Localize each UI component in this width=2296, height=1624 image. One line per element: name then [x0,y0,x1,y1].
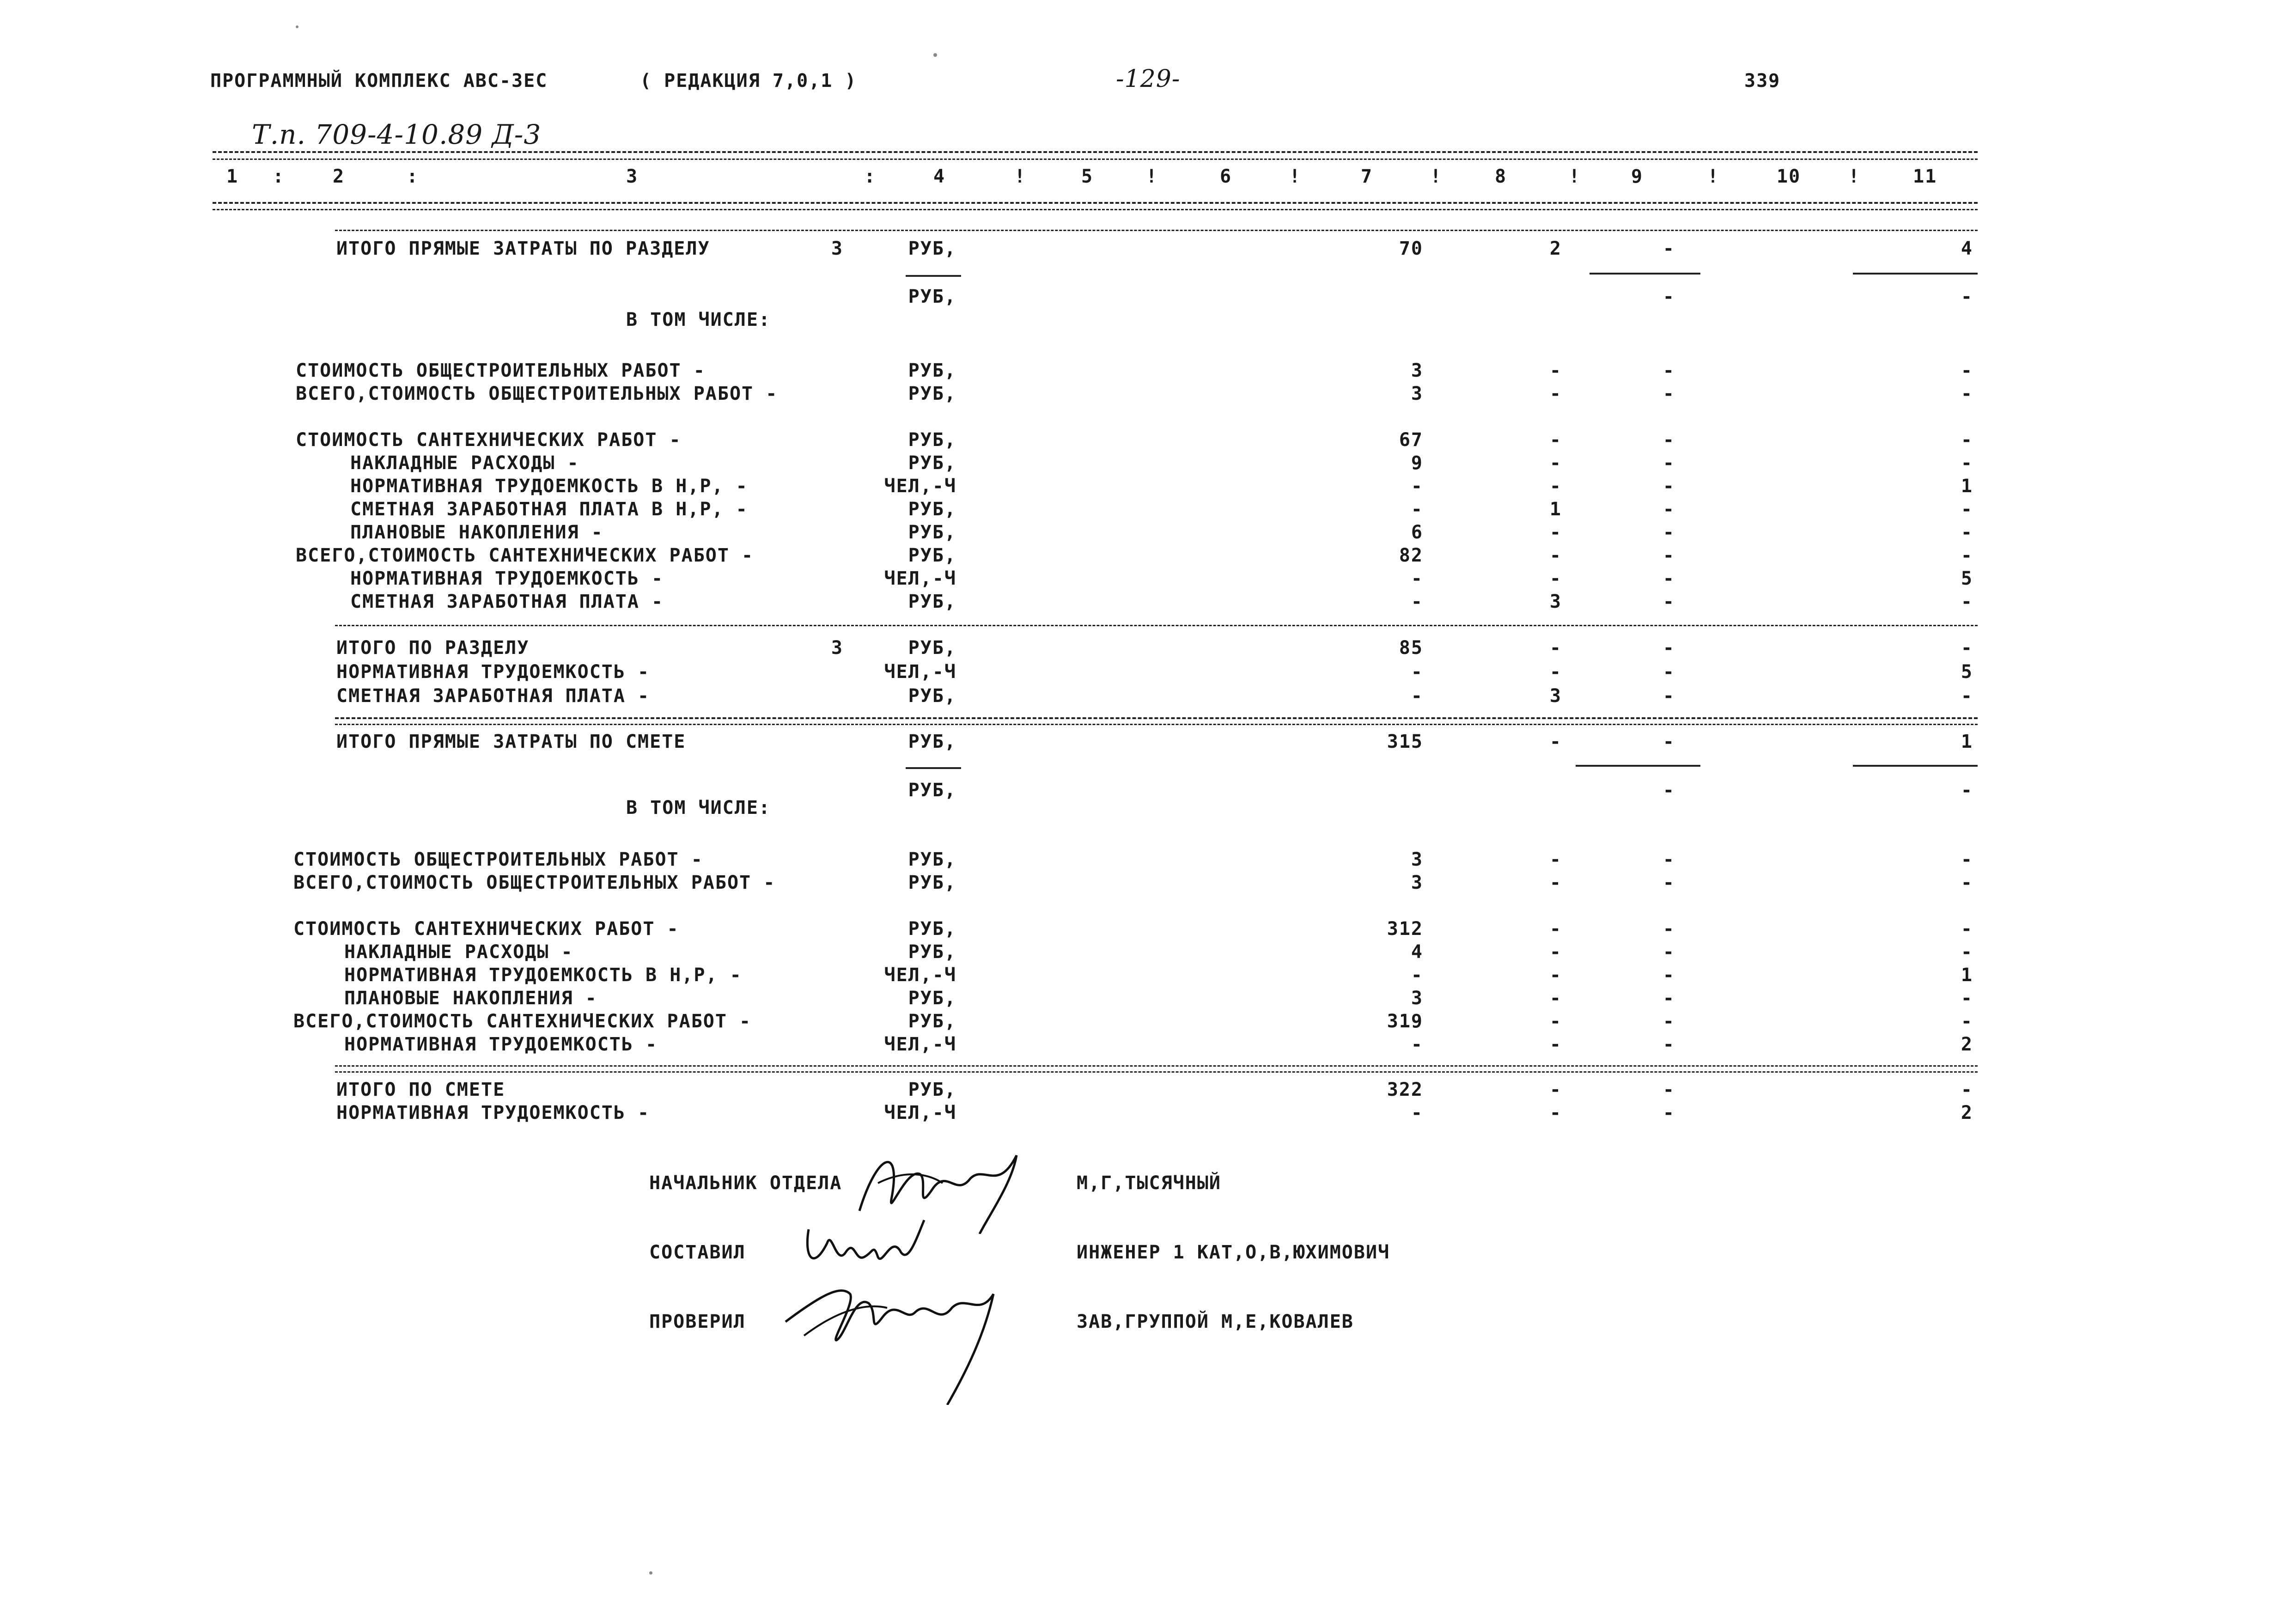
row-unit: РУБ, [908,1079,956,1100]
cell-col-7: 315 [1387,731,1423,752]
section-top-rule [335,230,1978,231]
row-label: СМЕТНАЯ ЗАРАБОТНАЯ ПЛАТА В Н,Р, - [350,499,748,520]
cell-col-11: - [1961,383,1973,404]
cell-col-7: - [1411,591,1423,612]
cell-col-8: - [1549,522,1562,543]
cell-col-9: - [1663,965,1675,986]
row-unit: РУБ, [908,685,956,707]
cell-col-11: - [1961,286,1973,307]
column-header-cell: 2 [333,166,345,187]
cell-col-9: - [1663,1034,1675,1055]
row-label: НОРМАТИВНАЯ ТРУДОЕМКОСТЬ - [344,1034,658,1055]
cell-col-9: - [1663,849,1675,870]
paper-speck [933,53,937,57]
signature-name: ИНЖЕНЕР 1 КАТ,О,В,ЮХИМОВИЧ [1077,1242,1390,1263]
cell-col-11: 2 [1961,1102,1973,1123]
cell-col-7: - [1411,1102,1423,1123]
cell-col-9: - [1663,360,1675,381]
row-unit: РУБ, [908,452,956,474]
column-header-cell: : [273,166,285,187]
row-label: НОРМАТИВНАЯ ТРУДОЕМКОСТЬ В Н,Р, - [350,476,748,497]
underline-unit [906,767,961,769]
row-label: ИТОГО ПО СМЕТЕ [336,1079,505,1100]
cell-col-8: - [1549,918,1562,940]
row-label: ИТОГО ПО РАЗДЕЛУ [336,637,530,659]
cell-col-11: - [1961,522,1973,543]
signature-name: ЗАВ,ГРУППОЙ М,Е,КОВАЛЕВ [1077,1311,1354,1332]
header-bottom-rule-2 [213,209,1978,210]
column-header-cell: 3 [626,166,639,187]
row-label: ВСЕГО,СТОИМОСТЬ ОБЩЕСТРОИТЕЛЬНЫХ РАБОТ - [296,383,778,404]
column-header-cell: ! [1707,166,1720,187]
column-header-cell: 9 [1631,166,1644,187]
cell-col-8: - [1549,731,1562,752]
cell-col-11: - [1961,591,1973,612]
cell-col-9: - [1663,731,1675,752]
cell-col-7: 312 [1387,918,1423,940]
column-header-cell: 8 [1495,166,1507,187]
cell-col-9: - [1663,872,1675,893]
row-unit: РУБ, [908,429,956,451]
cell-col-8: - [1549,1079,1562,1100]
row-label: СТОИМОСТЬ ОБЩЕСТРОИТЕЛЬНЫХ РАБОТ - [293,849,703,870]
cell-col-11: - [1961,872,1973,893]
row-unit: ЧЕЛ,-Ч [884,476,956,497]
cell-col-7: 3 [1411,383,1423,404]
column-header-cell: 10 [1777,166,1801,187]
cell-col-8: - [1549,360,1562,381]
section-totals-rule [335,625,1978,626]
cell-col-7: 70 [1399,238,1423,259]
row-label: НОРМАТИВНАЯ ТРУДОЕМКОСТЬ - [336,1102,650,1123]
cell-col-8: 3 [1549,685,1562,707]
column-header-cell: : [864,166,877,187]
row-label: НОРМАТИВНАЯ ТРУДОЕМКОСТЬ - [350,568,664,589]
row-unit: РУБ, [908,988,956,1009]
cell-col-11: 1 [1961,476,1973,497]
cell-col-9: - [1663,238,1675,259]
section-end-rule-2 [335,724,1978,725]
row-unit: РУБ, [908,849,956,870]
cell-col-9: - [1663,452,1675,474]
row-label: НОРМАТИВНАЯ ТРУДОЕМКОСТЬ - [336,661,650,683]
header-top-rule [213,151,1978,153]
cell-col-8: - [1549,872,1562,893]
underline-col-9 [1590,273,1700,275]
edition-label: ( РЕДАКЦИЯ 7,0,1 ) [640,70,857,92]
underline-col-9 [1576,765,1700,767]
paper-speck [296,25,298,28]
cell-col-9: - [1663,661,1675,683]
row-unit: РУБ, [908,1011,956,1032]
cell-col-7: - [1411,476,1423,497]
cell-col-11: 2 [1961,1034,1973,1055]
cell-col-9: - [1663,1011,1675,1032]
cell-col-7: - [1411,568,1423,589]
section-end-rule [335,717,1978,719]
row-label: ИТОГО ПРЯМЫЕ ЗАТРАТЫ ПО СМЕТЕ [336,731,686,752]
row-label: СМЕТНАЯ ЗАРАБОТНАЯ ПЛАТА - [336,685,650,707]
column-header-cell: 11 [1913,166,1937,187]
row-unit: РУБ, [908,545,956,566]
row-label: ВСЕГО,СТОИМОСТЬ ОБЩЕСТРОИТЕЛЬНЫХ РАБОТ - [293,872,776,893]
cell-col-7: - [1411,661,1423,683]
signature-role: НАЧАЛЬНИК ОТДЕЛА [649,1172,842,1194]
cell-col-11: - [1961,941,1973,963]
cell-col-9: - [1663,1079,1675,1100]
column-header-cell: : [407,166,419,187]
row-label: НАКЛАДНЫЕ РАСХОДЫ - [350,452,579,474]
cell-col-11: - [1961,918,1973,940]
column-header-cell: ! [1146,166,1158,187]
cell-col-11: 5 [1961,661,1973,683]
cell-col-8: - [1549,429,1562,451]
cell-col-9: - [1663,780,1675,801]
row-unit: РУБ, [908,918,956,940]
column-header-cell: 5 [1081,166,1094,187]
cell-col-7: 319 [1387,1011,1423,1032]
extra-unit: РУБ, [908,286,956,307]
signature-role: ПРОВЕРИЛ [649,1311,746,1332]
including-label: В ТОМ ЧИСЛЕ: [626,797,771,818]
cell-col-7: 3 [1411,988,1423,1009]
row-label: СТОИМОСТЬ ОБЩЕСТРОИТЕЛЬНЫХ РАБОТ - [296,360,706,381]
handwritten-page-number: -129- [1116,65,1181,93]
cell-col-8: - [1549,941,1562,963]
signature-role: СОСТАВИЛ [649,1242,746,1263]
cell-col-9: - [1663,545,1675,566]
cell-col-11: 4 [1961,238,1973,259]
row-label: ПЛАНОВЫЕ НАКОПЛЕНИЯ - [344,988,597,1009]
cell-col-9: - [1663,499,1675,520]
cell-col-9: - [1663,591,1675,612]
cell-col-9: - [1663,1102,1675,1123]
underline-unit [906,275,961,277]
cell-col-11: - [1961,429,1973,451]
cell-col-8: - [1549,1034,1562,1055]
cell-col-7: 9 [1411,452,1423,474]
cell-col-8: - [1549,568,1562,589]
row-label: ПЛАНОВЫЕ НАКОПЛЕНИЯ - [350,522,603,543]
cell-col-7: 6 [1411,522,1423,543]
row-label: ИТОГО ПРЯМЫЕ ЗАТРАТЫ ПО РАЗДЕЛУ [336,238,710,259]
cell-col-8: - [1549,637,1562,659]
cell-col-11: - [1961,360,1973,381]
row-unit: РУБ, [908,522,956,543]
cell-col-9: - [1663,568,1675,589]
cell-col-9: - [1663,476,1675,497]
row-label: НАКЛАДНЫЕ РАСХОДЫ - [344,941,573,963]
program-title: ПРОГРАММНЫЙ КОМПЛЕКС АВС-3ЕС [210,70,548,92]
cell-col-9: - [1663,429,1675,451]
row-unit: ЧЕЛ,-Ч [884,1034,956,1055]
cell-col-11: - [1961,1079,1973,1100]
underline-col-11 [1853,765,1978,767]
row-label: СТОИМОСТЬ САНТЕХНИЧЕСКИХ РАБОТ - [296,429,682,451]
estimate-totals-rule-2 [335,1071,1978,1073]
cell-col-11: - [1961,780,1973,801]
cell-col-8: - [1549,1011,1562,1032]
cell-col-11: - [1961,685,1973,707]
cell-col-7: 3 [1411,360,1423,381]
cell-col-9: - [1663,522,1675,543]
cell-col-9: - [1663,286,1675,307]
cell-col-9: - [1663,918,1675,940]
cell-col-8: - [1549,849,1562,870]
cell-col-9: - [1663,941,1675,963]
row-unit: РУБ, [908,238,956,259]
column-header-cell: 1 [226,166,239,187]
column-header-cell: ! [1569,166,1581,187]
cell-col-8: - [1549,476,1562,497]
cell-col-7: 3 [1411,872,1423,893]
row-unit: ЧЕЛ,-Ч [884,568,956,589]
header-bottom-rule [213,202,1978,204]
column-header-cell: ! [1289,166,1302,187]
cell-col-8: - [1549,383,1562,404]
cell-col-7: - [1411,499,1423,520]
cell-col-8: 3 [1549,591,1562,612]
cell-col-11: - [1961,452,1973,474]
column-header-cell: 6 [1220,166,1232,187]
column-header-cell: ! [1848,166,1861,187]
cell-col-9: - [1663,637,1675,659]
row-label: ВСЕГО,СТОИМОСТЬ САНТЕХНИЧЕСКИХ РАБОТ - [296,545,754,566]
cell-col-7: 322 [1387,1079,1423,1100]
cell-col-11: - [1961,849,1973,870]
row-unit: РУБ, [908,499,956,520]
cell-col-7: - [1411,965,1423,986]
cell-col-8: 1 [1549,499,1562,520]
row-section-number: 3 [831,637,843,659]
paper-speck [649,1571,652,1575]
cell-col-11: - [1961,499,1973,520]
cell-col-7: - [1411,685,1423,707]
row-unit: РУБ, [908,731,956,752]
cell-col-7: 4 [1411,941,1423,963]
cell-col-11: 1 [1961,965,1973,986]
cell-col-9: - [1663,685,1675,707]
cell-col-11: 1 [1961,731,1973,752]
row-unit: РУБ, [908,360,956,381]
cell-col-8: - [1549,545,1562,566]
column-header-cell: ! [1014,166,1027,187]
row-unit: РУБ, [908,383,956,404]
cell-col-8: - [1549,965,1562,986]
cell-col-11: - [1961,988,1973,1009]
cell-col-7: - [1411,1034,1423,1055]
row-section-number: 3 [831,238,843,259]
column-header-cell: 4 [933,166,946,187]
row-unit: РУБ, [908,941,956,963]
row-unit: РУБ, [908,637,956,659]
cell-col-11: - [1961,1011,1973,1032]
cell-col-8: - [1549,661,1562,683]
signature-checked-by [776,1266,998,1405]
row-unit: ЧЕЛ,-Ч [884,1102,956,1123]
row-unit: РУБ, [908,591,956,612]
extra-unit: РУБ, [908,780,956,801]
cell-col-7: 82 [1399,545,1423,566]
row-unit: ЧЕЛ,-Ч [884,965,956,986]
row-label: ВСЕГО,СТОИМОСТЬ САНТЕХНИЧЕСКИХ РАБОТ - [293,1011,752,1032]
cell-col-11: - [1961,545,1973,566]
header-top-rule-2 [213,159,1978,160]
including-label: В ТОМ ЧИСЛЕ: [626,309,771,330]
row-label: СТОИМОСТЬ САНТЕХНИЧЕСКИХ РАБОТ - [293,918,679,940]
signature-name: М,Г,ТЫСЯЧНЫЙ [1077,1172,1221,1194]
column-header-cell: 7 [1361,166,1373,187]
cell-col-7: 3 [1411,849,1423,870]
column-header-cell: ! [1430,166,1443,187]
cell-col-8: - [1549,1102,1562,1123]
cell-col-9: - [1663,383,1675,404]
estimate-totals-rule [335,1065,1978,1067]
row-label: НОРМАТИВНАЯ ТРУДОЕМКОСТЬ В Н,Р, - [344,965,742,986]
underline-col-11 [1853,273,1978,275]
cell-col-11: 5 [1961,568,1973,589]
row-label: СМЕТНАЯ ЗАРАБОТНАЯ ПЛАТА - [350,591,664,612]
document-reference: Т.п. 709-4-10.89 Д-3 [252,119,542,150]
cell-col-8: - [1549,988,1562,1009]
cell-col-8: 2 [1549,238,1562,259]
page-number: 339 [1744,70,1781,92]
cell-col-8: - [1549,452,1562,474]
cell-col-9: - [1663,988,1675,1009]
cell-col-7: 67 [1399,429,1423,451]
cell-col-7: 85 [1399,637,1423,659]
row-unit: ЧЕЛ,-Ч [884,661,956,683]
cell-col-11: - [1961,637,1973,659]
row-unit: РУБ, [908,872,956,893]
